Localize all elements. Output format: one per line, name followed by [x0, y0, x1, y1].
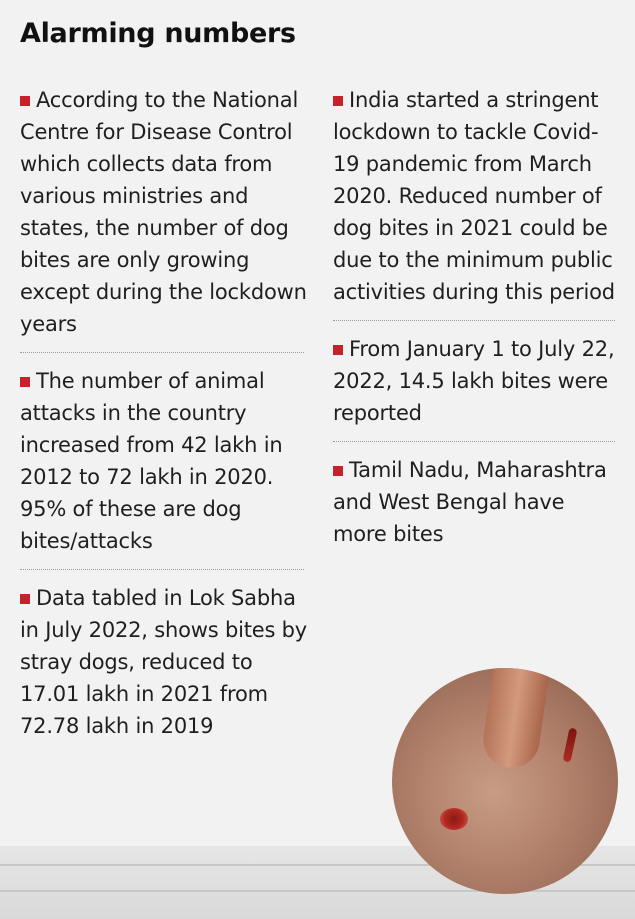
fact-text: From January 1 to July 22, 2022, 14.5 lakh bites were reported [333, 337, 615, 425]
fact-item [333, 333, 615, 429]
divider [333, 441, 615, 442]
bite-wound [563, 728, 578, 763]
floor-line [0, 890, 635, 892]
page-title: Alarming numbers [20, 18, 296, 49]
fact-text: The number of animal attacks in the country increased from 42 lakh in 2012 to 72 lakh in 2020. 95% of these are dog bites/attacks [20, 369, 283, 553]
divider [333, 320, 615, 321]
bullet-square-icon [20, 594, 30, 604]
bullet-square-icon [333, 345, 343, 355]
bullet-square-icon [333, 466, 343, 476]
fact-text: Tamil Nadu, Maharashtra and West Bengal have more bites [333, 458, 607, 546]
fact-item [333, 454, 615, 550]
pointing-finger [480, 668, 552, 771]
bite-wound [440, 808, 468, 830]
fact-item [20, 84, 310, 340]
fact-item [333, 84, 615, 308]
dog-bite-wound-photo [392, 668, 618, 894]
bullet-square-icon [20, 377, 30, 387]
right-column [333, 84, 615, 550]
divider [20, 352, 304, 353]
divider [20, 569, 304, 570]
fact-text: According to the National Centre for Disease Control which collects data from various ministries and states, the number of dog bites are only growing except during the lockdown years [20, 88, 307, 336]
left-column [20, 84, 310, 742]
fact-item [20, 365, 310, 557]
fact-text: Data tabled in Lok Sabha in July 2022, shows bites by stray dogs, reduced to 17.01 lakh in 2021 from 72.78 lakh in 2019 [20, 586, 308, 738]
bullet-square-icon [20, 96, 30, 106]
fact-text: India started a stringent lockdown to tackle Covid-19 pandemic from March 2020. Reduced number of dog bites in 2021 could be due to the minimum public activities during this period [333, 88, 615, 304]
fact-item [20, 582, 310, 742]
bullet-square-icon [333, 96, 343, 106]
